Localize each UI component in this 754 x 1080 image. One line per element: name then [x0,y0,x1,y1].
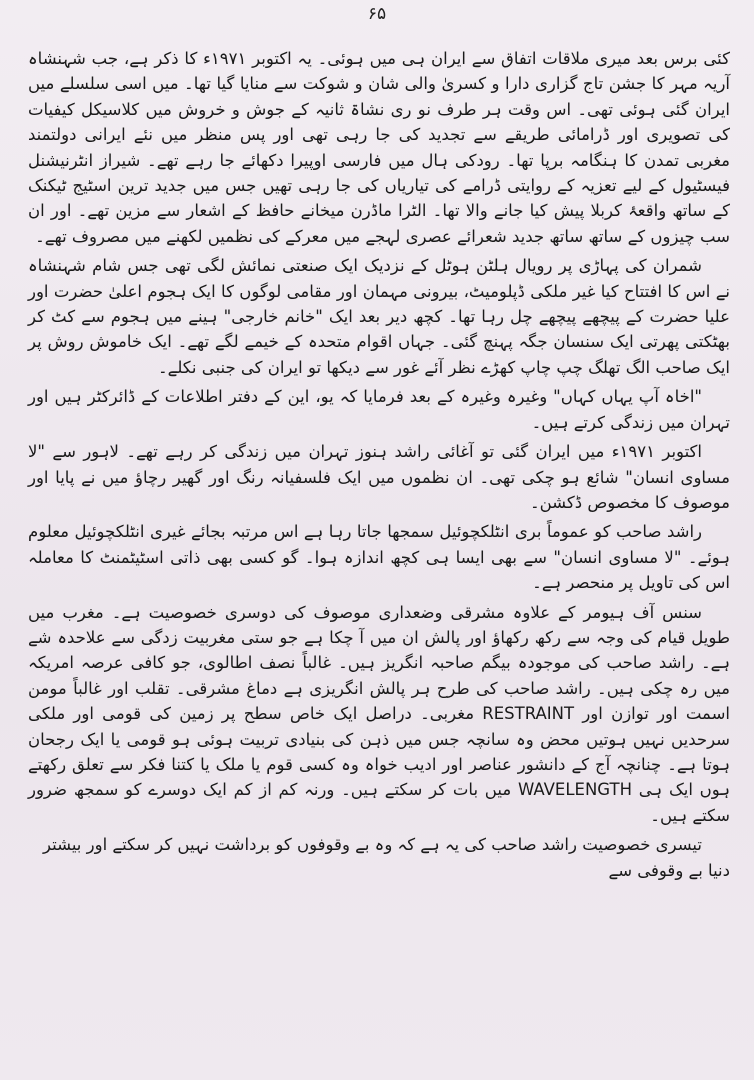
paragraph-october-visit: اکتوبر ۱۹۷۱ء میں ایران گئی تو آغائی راشد ہنوز تہران میں زندگی کر رہے تھے۔ لاہور سے "لا مساوی انسان" شائع ہو چکی تھی۔ ان نظموں میں ایک فلسفیانہ رنگ اور گھیر رچاؤ میں نے پایا اور موصوف کا مخصوص ڈکشن۔ [28,442,730,512]
body-text [28,46,730,887]
paragraph-third-trait: تیسری خصوصیت راشد صاحب کی یہ ہے کہ وہ بے وقوفوں کو برداشت نہیں کر سکتے اور بیشتر دنیا بے وقوفی سے [43,835,730,880]
paragraph-sense-of-humour: سنس آف ہیومر کے علاوہ مشرقی وضعداری موصوف کی دوسری خصوصیت ہے۔ مغرب میں طویل قیام کی وجہ سے رکھ رکھاؤ اور پالش ان میں آ چکا ہے جو ستی مغربیت زدگی سے علاحدہ شے ہے۔ راشد صاحب کی موجودہ بیگم صاحبہ انگریز ہیں۔ غالباً نصف اطالوی، جو کافی عرصہ امریکہ میں رہ چکی ہیں۔ راشد صاحب کی طرح ہر پالش انگریزی ہے دماغ مشرقی۔ تقلب اور غالباً مومن اسمت اور توازن اور RESTRAINT مغربی۔ دراصل ایک خاص سطح پر زمین کی قومی اور ملکی سرحدیں نہیں ہوتیں محض وہ سانچہ جس میں ذہن کی بنیادی تربیت ہوئی ہو قومی یا ایک رجحان ہوتا ہے۔ چنانچہ آج کے دانشور عناصر اور ادیب خواہ وہ کسی قوم یا ملک یا کتنا فکر سے تعلق رکھتے ہوں ایک ہی WAVELENGTH میں بات کر سکتے ہیں۔ ورنہ کم از کم ایک دوسرے کو سمجھ ضرور سکتے ہیں۔ [28,602,730,825]
paragraph-rashid-intellectual: راشد صاحب کو عموماً بری انٹلکچوئیل سمجھا جاتا رہا ہے اس مرتبہ بجائے غیری انٹلکچوئیل معلوم ہوئے۔ "لا مساوی انسان" سے بھی ایسا ہی کچھ اندازہ ہوا۔ گو کسی بھی ذاتی اسٹیٹمنٹ کا معاملہ اس کی تاویل پر منحصر ہے۔ [28,522,730,593]
page-number: ۶۵ [367,4,387,24]
paragraph-conversation: "اخاہ آپ یہاں کہاں" وغیرہ وغیرہ کے بعد فرمایا کہ یو، این کے دفتر اطلاعات کے ڈائرکٹر ہیں اور تہران میں زندگی کرتے ہیں۔ [28,387,730,432]
paragraph-shemran-exhibition: شمران کی پہاڑی پر رویال ہلٹن ہوٹل کے نزدیک ایک صنعتی نمائش لگی تھی جس شام شہنشاہ نے اس کا افتتاح کیا غیر ملکی ڈپلومیٹ، بیرونی مہمان اور مقامی لوگوں کا ایک ہجوم اعلیٰ حضرت اور علیا حضرت کے پیچھے پیچھے چل رہا تھا۔ کچھ دیر بعد ایک "خانم خارجی" ہینے میں ہجوم سے کٹ کر بھٹکتی پھرتی ایک سنسان جگہ پہنچ گئی۔ جہاں اقوام متحدہ کے خیمے لگے تھے۔ ایک خاموش روش پر ایک صاحب الگ تھلگ چپ چاپ کھڑے نظر آئے غور سے دیکھا تو ایران کی جنبی نکلے۔ [28,256,730,377]
paragraph-ayran-meeting: کئی برس بعد میری ملاقات اتفاق سے ایران ہی میں ہوئی۔ یہ اکتوبر ۱۹۷۱ء کا ذکر ہے، جب شہنشاہ آریہ مہر کا جشن تاج گزاری دارا و کسریٰ والی شان و شوکت سے منایا گیا تھا۔ میں اسی سلسلے میں ایران گئی ہوئی تھی۔ اس وقت ہر طرف نو ری نشاۃ ثانیہ کے جوش و خروش میں کلاسیکل کیفیات کی تصویری اور ڈرامائی طریقے سے تجدید کی جا رہی تھی اور پس منظر میں نئے ایرانی دولتمند مغربی تمدن کا ہنگامہ برپا تھا۔ رودکی ہال میں فارسی اوپیرا دکھائے جا رہے تھے۔ شیراز انٹرنیشنل فیسٹیول کے لیے تعزیہ کے روایتی ڈرامے کی تیاریاں کی جا رہی تھیں جس میں جدید ترین اسٹیج ٹیکنک کے ساتھ واقعۂ کربلا پیش کیا جانے والا تھا۔ الٹرا ماڈرن میخانے حافظ کے اشعار سے مزین تھے۔ اور ان سب چیزوں کے ساتھ ساتھ جدید شعرائے عصری لہجے میں معرکے کی نظمیں لکھنے میں مصروف تھے۔ [28,49,730,246]
